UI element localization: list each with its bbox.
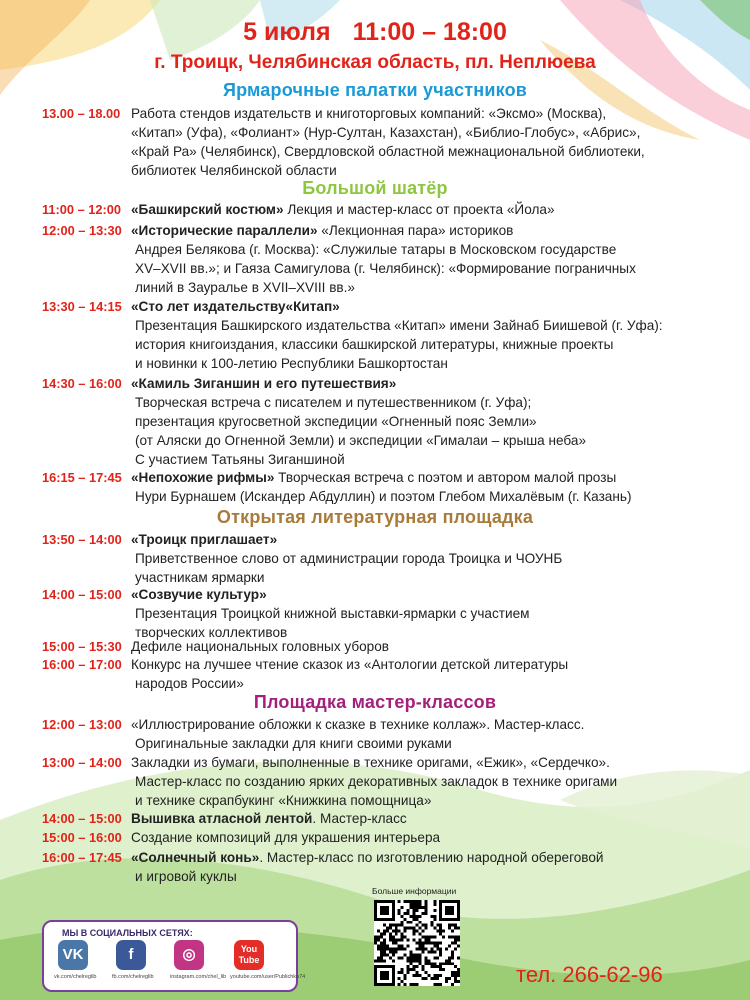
- item-description: Творческая встреча с писателем и путешественником (г. Уфа);: [135, 395, 532, 410]
- item-text-line: [131, 655, 568, 674]
- facebook-icon[interactable]: f: [116, 940, 146, 970]
- item-text-line: [131, 123, 640, 142]
- item-time: 13:00 – 14:00: [42, 755, 122, 770]
- item-text-line: [135, 412, 537, 431]
- social-caption: instagram.com/chel_lib: [170, 974, 227, 980]
- youtube-icon[interactable]: You Tube: [234, 940, 264, 970]
- item-title: «Непохожие рифмы»: [131, 470, 275, 485]
- item-text-line: [135, 278, 355, 297]
- item-text-line: [135, 549, 562, 568]
- item-description: «Край Ра» (Челябинск), Свердловской областной межнациональной библиотеки,: [131, 144, 645, 159]
- item-time: 13.00 – 18.00: [42, 106, 121, 121]
- vk-icon[interactable]: VK: [58, 940, 88, 970]
- item-text-line: [135, 431, 586, 450]
- item-title: «Троицк приглашает»: [131, 532, 278, 547]
- item-text-line: [135, 734, 452, 753]
- item-time: 13:30 – 14:15: [42, 299, 122, 314]
- item-text-line: [131, 585, 267, 604]
- item-title: «Созвучие культур»: [131, 587, 267, 602]
- item-time: 14:30 – 16:00: [42, 376, 122, 391]
- item-title: «Солнечный конь»: [131, 850, 260, 865]
- qr-code-icon[interactable]: [374, 900, 460, 986]
- item-description: библиотек Челябинской области: [131, 163, 337, 178]
- item-time: 11:00 – 12:00: [42, 202, 121, 217]
- item-description: «Иллюстрирование обложки к сказке в технике коллаж». Мастер-класс.: [131, 717, 585, 732]
- item-text-line: [131, 848, 604, 867]
- item-description: Дефиле национальных головных уборов: [131, 639, 390, 654]
- item-text-line: [135, 772, 617, 791]
- item-description: Лекция и мастер-класс от проекта «Йола»: [283, 202, 555, 217]
- event-place: г. Троицк, Челябинская область, пл. Неплюева: [154, 52, 596, 73]
- item-description: Презентация Троицкой книжной выставки-ярмарки с участием: [135, 606, 530, 621]
- item-description: Нури Бурнашем (Искандер Абдуллин) и поэтом Глебом Михалёвым (г. Казань): [135, 489, 632, 504]
- item-time: 15:00 – 16:00: [42, 830, 122, 845]
- item-title: «Башкирский костюм»: [131, 202, 284, 217]
- item-description: презентация кругосветной экспедиции «Огненный пояс Земли»: [135, 414, 537, 429]
- item-time: 16:15 – 17:45: [42, 470, 122, 485]
- item-description: Творческая встреча с поэтом и автором малой прозы: [274, 470, 617, 485]
- item-description: Приветственное слово от администрации города Троицка и ЧОУНБ: [135, 551, 563, 566]
- item-description: и новинки к 100-летию Республики Башкортостан: [135, 356, 448, 371]
- item-time: 12:00 – 13:30: [42, 223, 122, 238]
- item-text-line: [135, 240, 616, 259]
- item-time: 16:00 – 17:00: [42, 657, 122, 672]
- item-text-line: [131, 297, 340, 316]
- item-text-line: [135, 791, 431, 810]
- item-time: 13:50 – 14:00: [42, 532, 122, 547]
- section-title: Ярмарочные палатки участников: [222, 80, 528, 100]
- item-text-line: [131, 468, 616, 487]
- item-time: 12:00 – 13:00: [42, 717, 122, 732]
- item-description: «Лекционная пара» историков: [317, 223, 514, 238]
- item-text-line: [135, 604, 530, 623]
- item-text-line: [131, 374, 396, 393]
- item-description: Оригинальные закладки для книги своими руками: [135, 736, 452, 751]
- qr-label: Больше информации: [372, 886, 457, 896]
- item-description: Работа стендов издательств и книготорговых компаний: «Эксмо» (Москва),: [131, 106, 607, 121]
- section-title: Открытая литературная площадка: [216, 507, 534, 527]
- social-networks-box: [42, 920, 306, 992]
- item-description: XV–XVII вв.»; и Гаяза Самигулова (г. Челябинск): «Формирование пограничных: [135, 261, 636, 276]
- item-description: народов России»: [135, 676, 244, 691]
- item-description: Мастер-класс по созданию ярких декоративных закладок в технике оригами: [135, 774, 618, 789]
- social-caption: vk.com/chelreglib: [54, 974, 97, 980]
- item-text-line: [135, 450, 345, 469]
- item-description: творческих коллективов: [135, 625, 288, 640]
- item-text-line: [135, 259, 636, 278]
- section-title: Площадка мастер-классов: [253, 692, 497, 712]
- item-description: С участием Татьяны Зиганшиной: [135, 452, 345, 467]
- item-text-line: [135, 354, 448, 373]
- item-text-line: [135, 867, 237, 886]
- social-caption: youtube.com/user/Publichka74: [230, 974, 306, 980]
- item-title: «Исторические параллели»: [131, 223, 318, 238]
- item-text-line: [131, 828, 440, 847]
- item-time: 14:00 – 15:00: [42, 811, 122, 826]
- item-description: участникам ярмарки: [135, 570, 265, 585]
- item-text-line: [131, 104, 606, 123]
- item-text-line: [131, 200, 555, 219]
- item-text-line: [131, 753, 610, 772]
- item-text-line: [135, 393, 531, 412]
- item-text-line: [135, 316, 663, 335]
- item-description: . Мастер-класс: [312, 811, 407, 826]
- item-description: Презентация Башкирского издательства «Китап» имени Зайнаб Биишевой (г. Уфа):: [135, 318, 663, 333]
- item-time: 15:00 – 15:30: [42, 639, 122, 654]
- item-title: Вышивка атласной лентой: [131, 811, 313, 826]
- item-title: «Камиль Зиганшин и его путешествия»: [131, 376, 397, 391]
- item-description: история книгоиздания, классики башкирской литературы, книжные проекты: [135, 337, 614, 352]
- item-description: . Мастер-класс по изготовлению народной обереговой: [259, 850, 604, 865]
- item-text-line: [131, 637, 389, 656]
- section-title: Большой шатёр: [302, 178, 448, 198]
- item-text-line: [131, 809, 407, 828]
- event-date-time: [0, 18, 750, 47]
- item-time: 16:00 – 17:45: [42, 850, 122, 865]
- item-description: (от Аляски до Огненной Земли) и экспедиции «Гималаи – крыша неба»: [135, 433, 587, 448]
- event-date: 5 июля: [243, 18, 331, 46]
- phone-number: тел. 266-62-96: [516, 962, 663, 987]
- item-description: Андрея Белякова (г. Москва): «Служилые татары в Московском государстве: [135, 242, 617, 257]
- social-caption: fb.com/chelreglib: [112, 974, 154, 980]
- item-description: Создание композиций для украшения интерьера: [131, 830, 441, 845]
- item-text-line: [131, 530, 277, 549]
- item-description: и технике скрапбукинг «Книжкина помощница»: [135, 793, 432, 808]
- instagram-icon[interactable]: ◎: [174, 940, 204, 970]
- item-description: линий в Зауралье в XVII–XVIII вв.»: [135, 280, 355, 295]
- item-text-line: [135, 487, 631, 506]
- item-text-line: [135, 674, 244, 693]
- item-text-line: [131, 142, 645, 161]
- item-description: Конкурс на лучшее чтение сказок из «Антологии детской литературы: [131, 657, 569, 672]
- event-time: 11:00 – 18:00: [352, 18, 507, 46]
- item-description: «Китап» (Уфа), «Фолиант» (Нур-Султан, Казахстан), «Библио-Глобус», «Абрис»,: [131, 125, 641, 140]
- item-text-line: [131, 715, 584, 734]
- item-time: 14:00 – 15:00: [42, 587, 122, 602]
- social-title: МЫ В СОЦИАЛЬНЫХ СЕТЯХ:: [62, 928, 193, 938]
- item-description: Закладки из бумаги, выполненные в технике оригами, «Ежик», «Сердечко».: [131, 755, 610, 770]
- item-description: и игровой куклы: [135, 869, 237, 884]
- item-text-line: [135, 335, 613, 354]
- item-text-line: [131, 221, 513, 240]
- item-title: «Сто лет издательству«Китап»: [131, 299, 340, 314]
